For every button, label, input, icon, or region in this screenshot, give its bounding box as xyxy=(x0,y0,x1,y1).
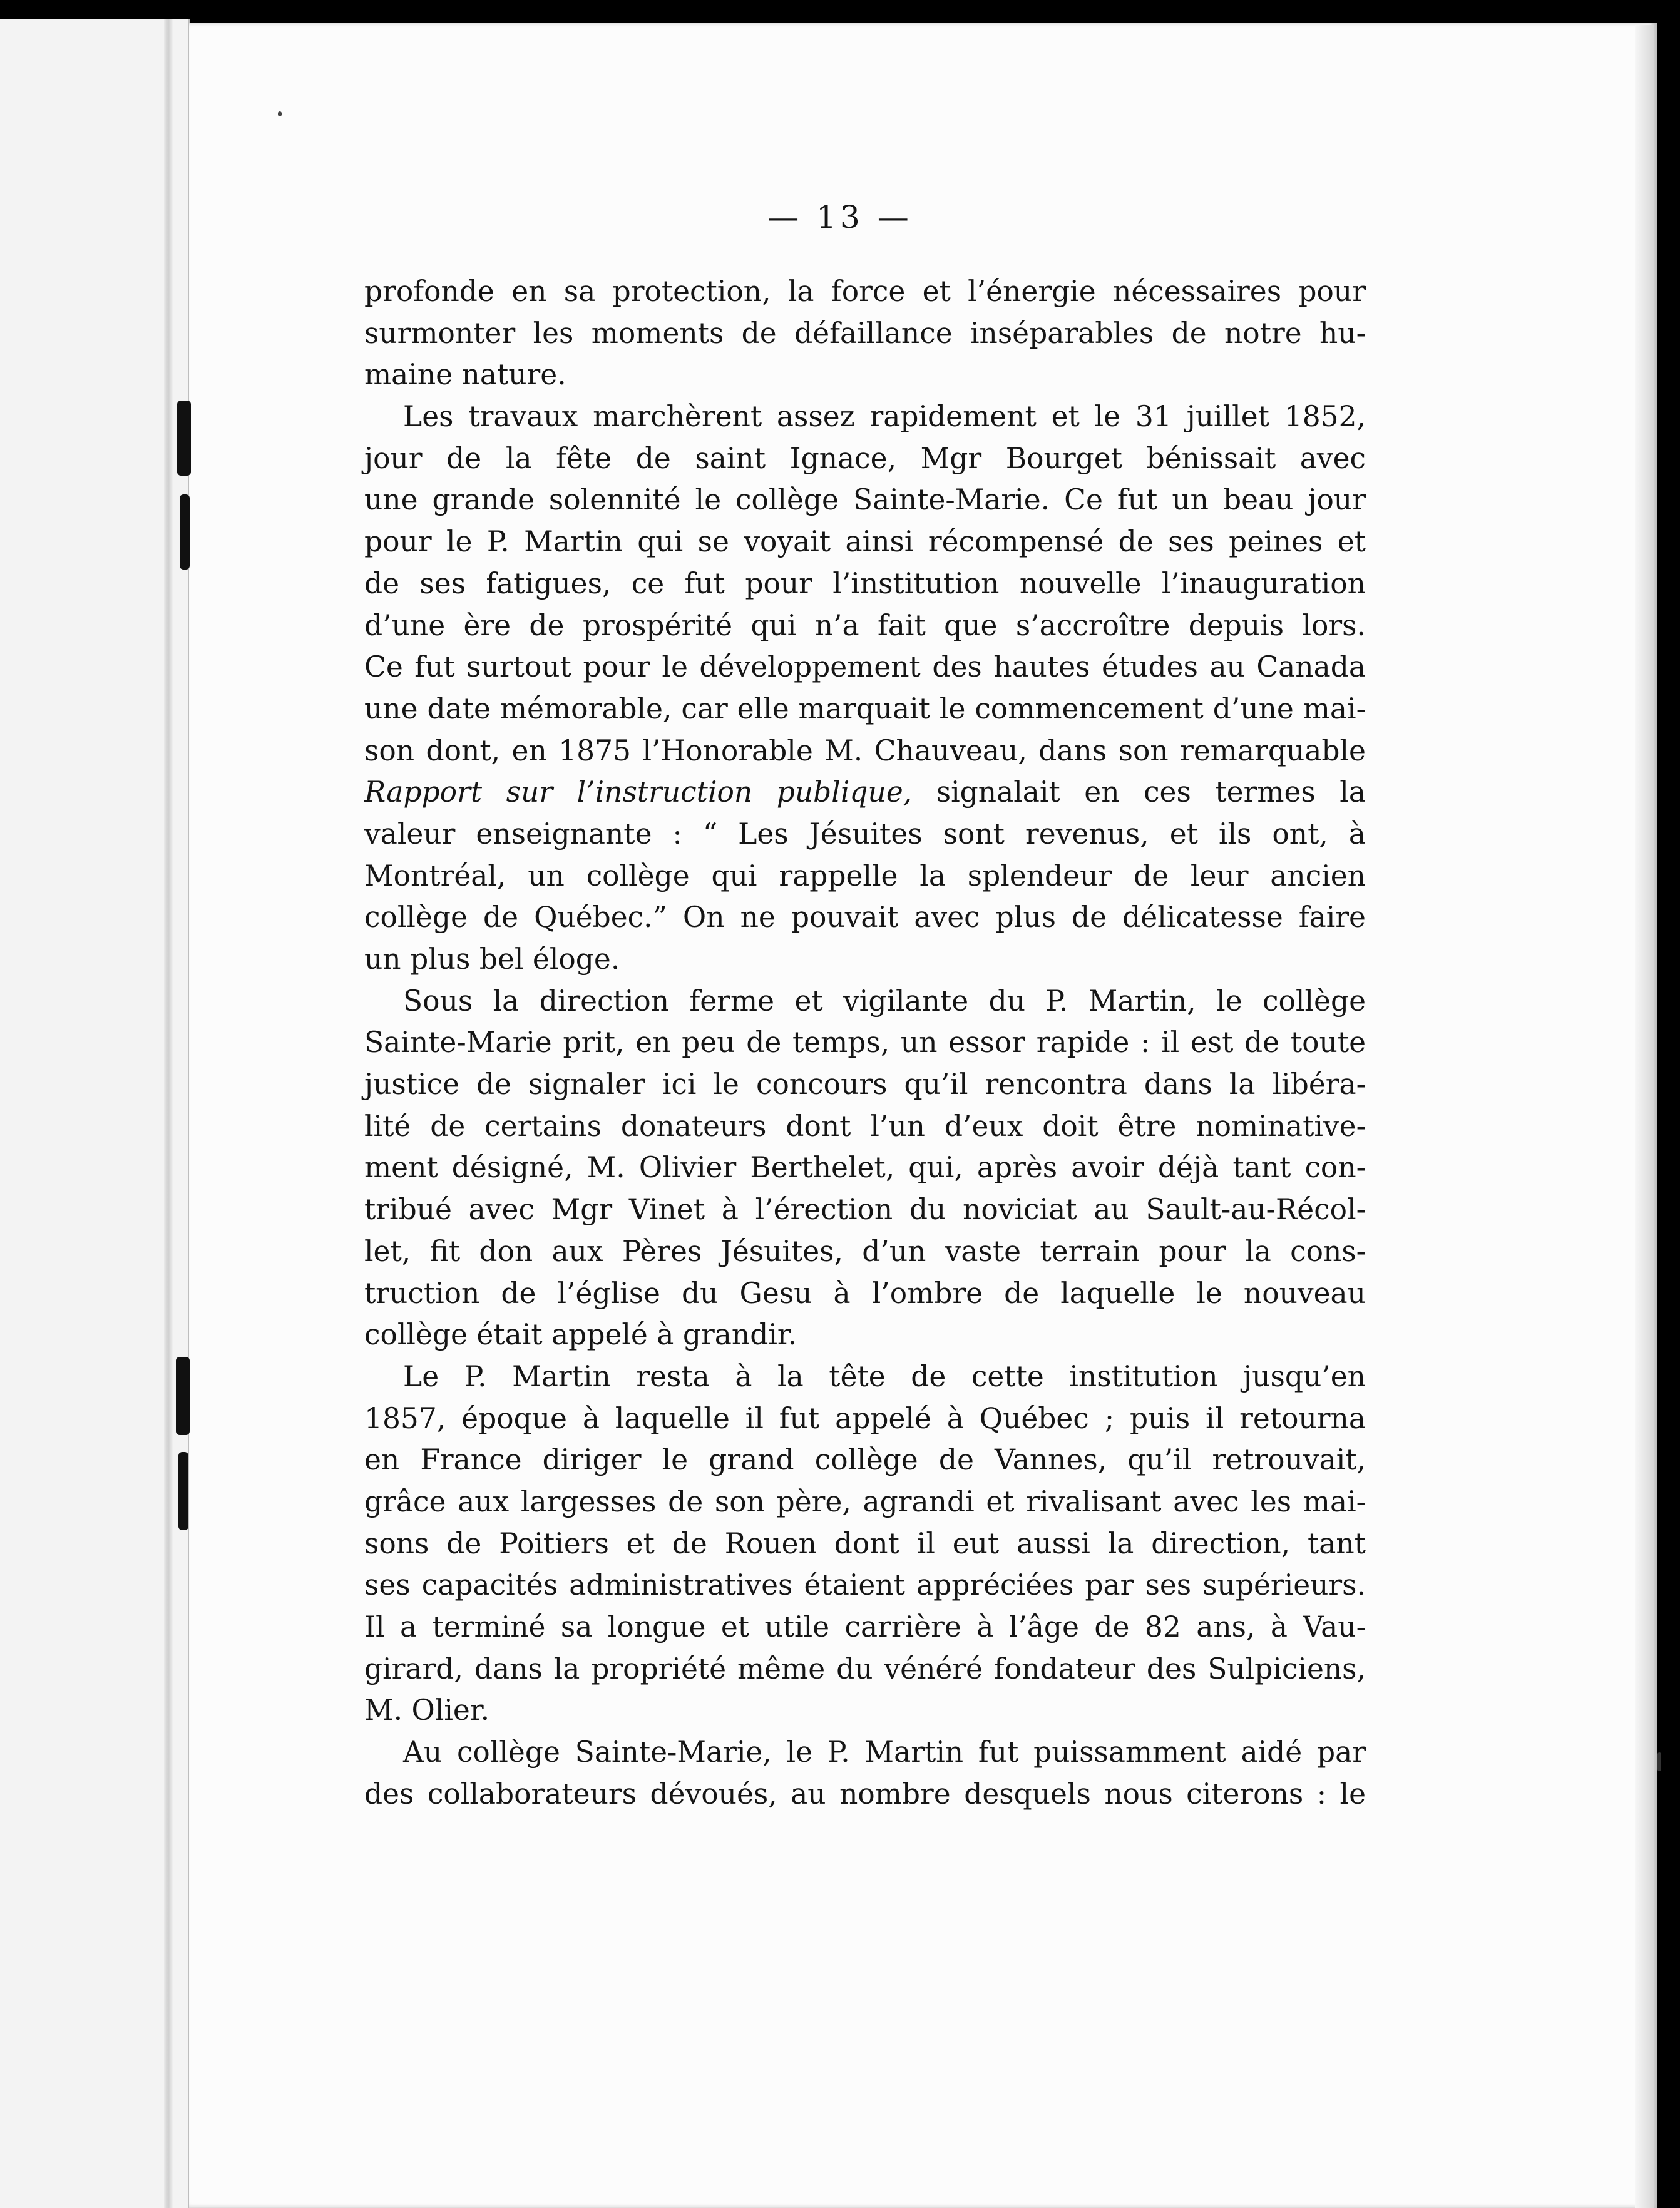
text-line: en France diriger le grand collège de Vannes, qu’il retrouvait, xyxy=(364,1443,1366,1477)
scan-speck xyxy=(1657,1752,1661,1771)
text-line: Sous la direction ferme et vigilante du P. Martin, le collège xyxy=(403,984,1366,1018)
body-text xyxy=(364,271,1366,1815)
text-line: tribué avec Mgr Vinet à l’érection du noviciat au Sault-au-Récol- xyxy=(364,1193,1366,1227)
scan-speck xyxy=(278,111,282,116)
text-line: justice de signaler ici le concours qu’il rencontra dans la libéra- xyxy=(364,1068,1366,1101)
text-line: d’une ère de prospérité qui n’a fait que s’accroître depuis lors. xyxy=(364,608,1366,642)
text-line: Ce fut surtout pour le développement des hautes études au Canada xyxy=(364,650,1366,684)
previous-page-edge xyxy=(0,19,190,2208)
text-line: lité de certains donateurs dont l’un d’eux doit être nominative- xyxy=(364,1109,1366,1143)
text-line: une grande solennité le collège Sainte-Marie. Ce fut un beau jour xyxy=(364,483,1366,517)
text-line: 1857, époque à laquelle il fut appelé à Québec ; puis il retourna xyxy=(364,1401,1366,1435)
text-line: Les travaux marchèrent assez rapidement et le 31 juillet 1852, xyxy=(403,400,1366,434)
binding-mark xyxy=(178,1452,188,1530)
text-line: let, fit don aux Pères Jésuites, d’un vaste terrain pour la cons- xyxy=(364,1234,1366,1268)
text-line: valeur enseignante : “ Les Jésuites sont revenus, et ils ont, à xyxy=(364,817,1366,851)
text-line: Sainte-Marie prit, en peu de temps, un essor rapide : il est de toute xyxy=(364,1026,1366,1060)
text-line: truction de l’église du Gesu à l’ombre de laquelle le nouveau xyxy=(364,1276,1366,1310)
text-line: collège était appelé à grandir. xyxy=(364,1318,797,1352)
text-line: M. Olier. xyxy=(364,1694,490,1727)
text-line: Au collège Sainte-Marie, le P. Martin fut puissamment aidé par xyxy=(403,1735,1366,1769)
text-line: sons de Poitiers et de Rouen dont il eut aussi la direction, tant xyxy=(364,1526,1366,1560)
text-line: Montréal, un collège qui rappelle la splendeur de leur ancien xyxy=(364,859,1366,892)
text-line: girard, dans la propriété même du vénéré fondateur des Sulpiciens, xyxy=(364,1652,1366,1685)
text-line: profonde en sa protection, la force et l’énergie nécessaires pour xyxy=(364,275,1366,308)
text-line: jour de la fête de saint Ignace, Mgr Bourget bénissait avec xyxy=(364,441,1366,475)
text-line: un plus bel éloge. xyxy=(364,943,620,976)
text-line: grâce aux largesses de son père, agrandi et rivalisant avec les mai- xyxy=(364,1485,1366,1518)
text-run: signalait en ces termes la xyxy=(912,775,1366,809)
text-line xyxy=(364,772,1366,814)
text-line: collège de Québec.” On ne pouvait avec plus de délicatesse faire xyxy=(364,901,1366,934)
page-number: — 13 — xyxy=(767,199,913,235)
text-line: Il a terminé sa longue et utile carrière à l’âge de 82 ans, à Vau- xyxy=(364,1610,1366,1643)
italic-title: Rapport sur l’instruction publique, xyxy=(364,775,913,809)
text-line: ses capacités administratives étaient appréciées par ses supérieurs. xyxy=(364,1568,1366,1602)
text-line: de ses fatigues, ce fut pour l’institution nouvelle l’inauguration xyxy=(364,566,1366,600)
binding-mark xyxy=(180,494,190,570)
text-line: une date mémorable, car elle marquait le commencement d’une mai- xyxy=(364,692,1366,725)
text-line: ment désigné, M. Olivier Berthelet, qui, après avoir déjà tant con- xyxy=(364,1151,1366,1185)
text-line: maine nature. xyxy=(364,358,566,392)
text-line: des collaborateurs dévoués, au nombre desquels nous citerons : le xyxy=(364,1777,1366,1811)
text-line: son dont, en 1875 l’Honorable M. Chauveau, dans son remarquable xyxy=(364,733,1366,767)
binding-mark xyxy=(177,401,191,476)
text-line: surmonter les moments de défaillance inséparables de notre hu- xyxy=(364,316,1366,350)
gutter-fold xyxy=(164,19,173,2208)
text-line: Le P. Martin resta à la tête de cette institution jusqu’en xyxy=(403,1359,1366,1393)
text-line: pour le P. Martin qui se voyait ainsi récompensé de ses peines et xyxy=(364,525,1366,559)
page-right-edge xyxy=(1635,25,1654,2208)
binding-mark xyxy=(176,1357,190,1435)
